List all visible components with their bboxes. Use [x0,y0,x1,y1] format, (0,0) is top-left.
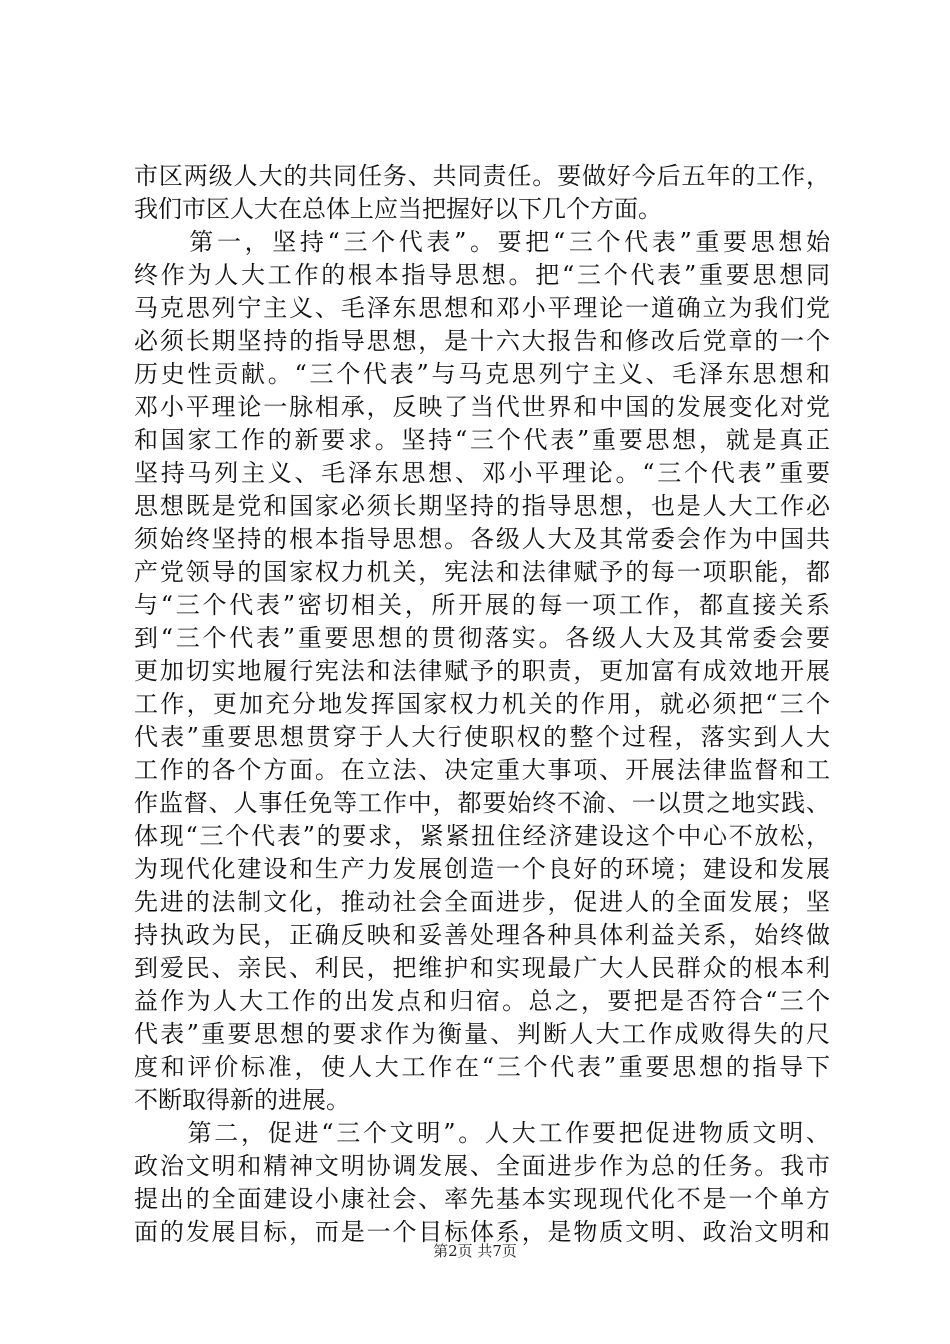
text-line: 思想既是党和国家必须长期坚持的指导思想，也是人大工作必 [134,492,830,520]
text-line: 市区两级人大的共同任务、共同责任。要做好今后五年的工作， [134,162,830,190]
text-line: 马克思列宁主义、毛泽东思想和邓小平理论一道确立为我们党 [134,294,830,322]
text-line: 不断取得新的进展。 [134,1086,350,1114]
text-line: 体现“三个代表”的要求，紧紧扭住经济建设这个中心不放松， [134,822,830,850]
text-line: 益作为人大工作的出发点和归宿。总之，要把是否符合“三个 [134,987,830,1015]
text-line: 到爱民、亲民、利民，把维护和实现最广大人民群众的根本利 [134,954,830,982]
text-line: 代表”重要思想贯穿于人大行使职权的整个过程，落实到人大 [134,723,830,751]
text-line: 坚持马列主义、毛泽东思想、邓小平理论。“三个代表”重要 [134,459,830,487]
document-body [134,160,830,1249]
text-line: 产党领导的国家权力机关，宪法和法律赋予的每一项职能，都 [134,558,830,586]
text-line: 先进的法制文化，推动社会全面进步，促进人的全面发展；坚 [134,888,830,916]
text-line: 政治文明和精神文明协调发展、全面进步作为总的任务。我市 [134,1152,830,1180]
text-line: 我们市区人大在总体上应当把握好以下几个方面。 [134,195,662,223]
text-line: 作监督、人事任免等工作中，都要始终不渝、一以贯之地实践、 [134,789,830,817]
text-line: 终作为人大工作的根本指导思想。把“三个代表”重要思想同 [134,261,830,289]
text-line: 第二，促进“三个文明”。人大工作要把促进物质文明、 [134,1119,830,1147]
text-line: 邓小平理论一脉相承，反映了当代世界和中国的发展变化对党 [134,393,830,421]
text-line: 度和评价标准，使人大工作在“三个代表”重要思想的指导下 [134,1053,830,1081]
text-line: 与“三个代表”密切相关，所开展的每一项工作，都直接关系 [134,591,830,619]
text-line: 工作的各个方面。在立法、决定重大事项、开展法律监督和工 [134,756,830,784]
text-line: 到“三个代表”重要思想的贯彻落实。各级人大及其常委会要 [134,624,830,652]
text-line: 和国家工作的新要求。坚持“三个代表”重要思想，就是真正 [134,426,830,454]
text-line: 须始终坚持的根本指导思想。各级人大及其常委会作为中国共 [134,525,830,553]
text-line: 为现代化建设和生产力发展创造一个良好的环境；建设和发展 [134,855,830,883]
text-line: 代表”重要思想的要求作为衡量、判断人大工作成败得失的尺 [134,1020,830,1048]
text-line: 必须长期坚持的指导思想，是十六大报告和修改后党章的一个 [134,327,830,355]
page-footer: 第2页 共7页 [433,1242,517,1260]
text-line: 面的发展目标，而是一个目标体系，是物质文明、政治文明和 [134,1218,830,1246]
text-line: 工作，更加充分地发挥国家权力机关的作用，就必须把“三个 [134,690,830,718]
text-line: 第一，坚持“三个代表”。要把“三个代表”重要思想始 [134,228,830,256]
text-line: 历史性贡献。“三个代表”与马克思列宁主义、毛泽东思想和 [134,360,830,388]
text-line: 提出的全面建设小康社会、率先基本实现现代化不是一个单方 [134,1185,830,1213]
text-line: 更加切实地履行宪法和法律赋予的职责，更加富有成效地开展 [134,657,830,685]
text-line: 持执政为民，正确反映和妥善处理各种具体利益关系，始终做 [134,921,830,949]
